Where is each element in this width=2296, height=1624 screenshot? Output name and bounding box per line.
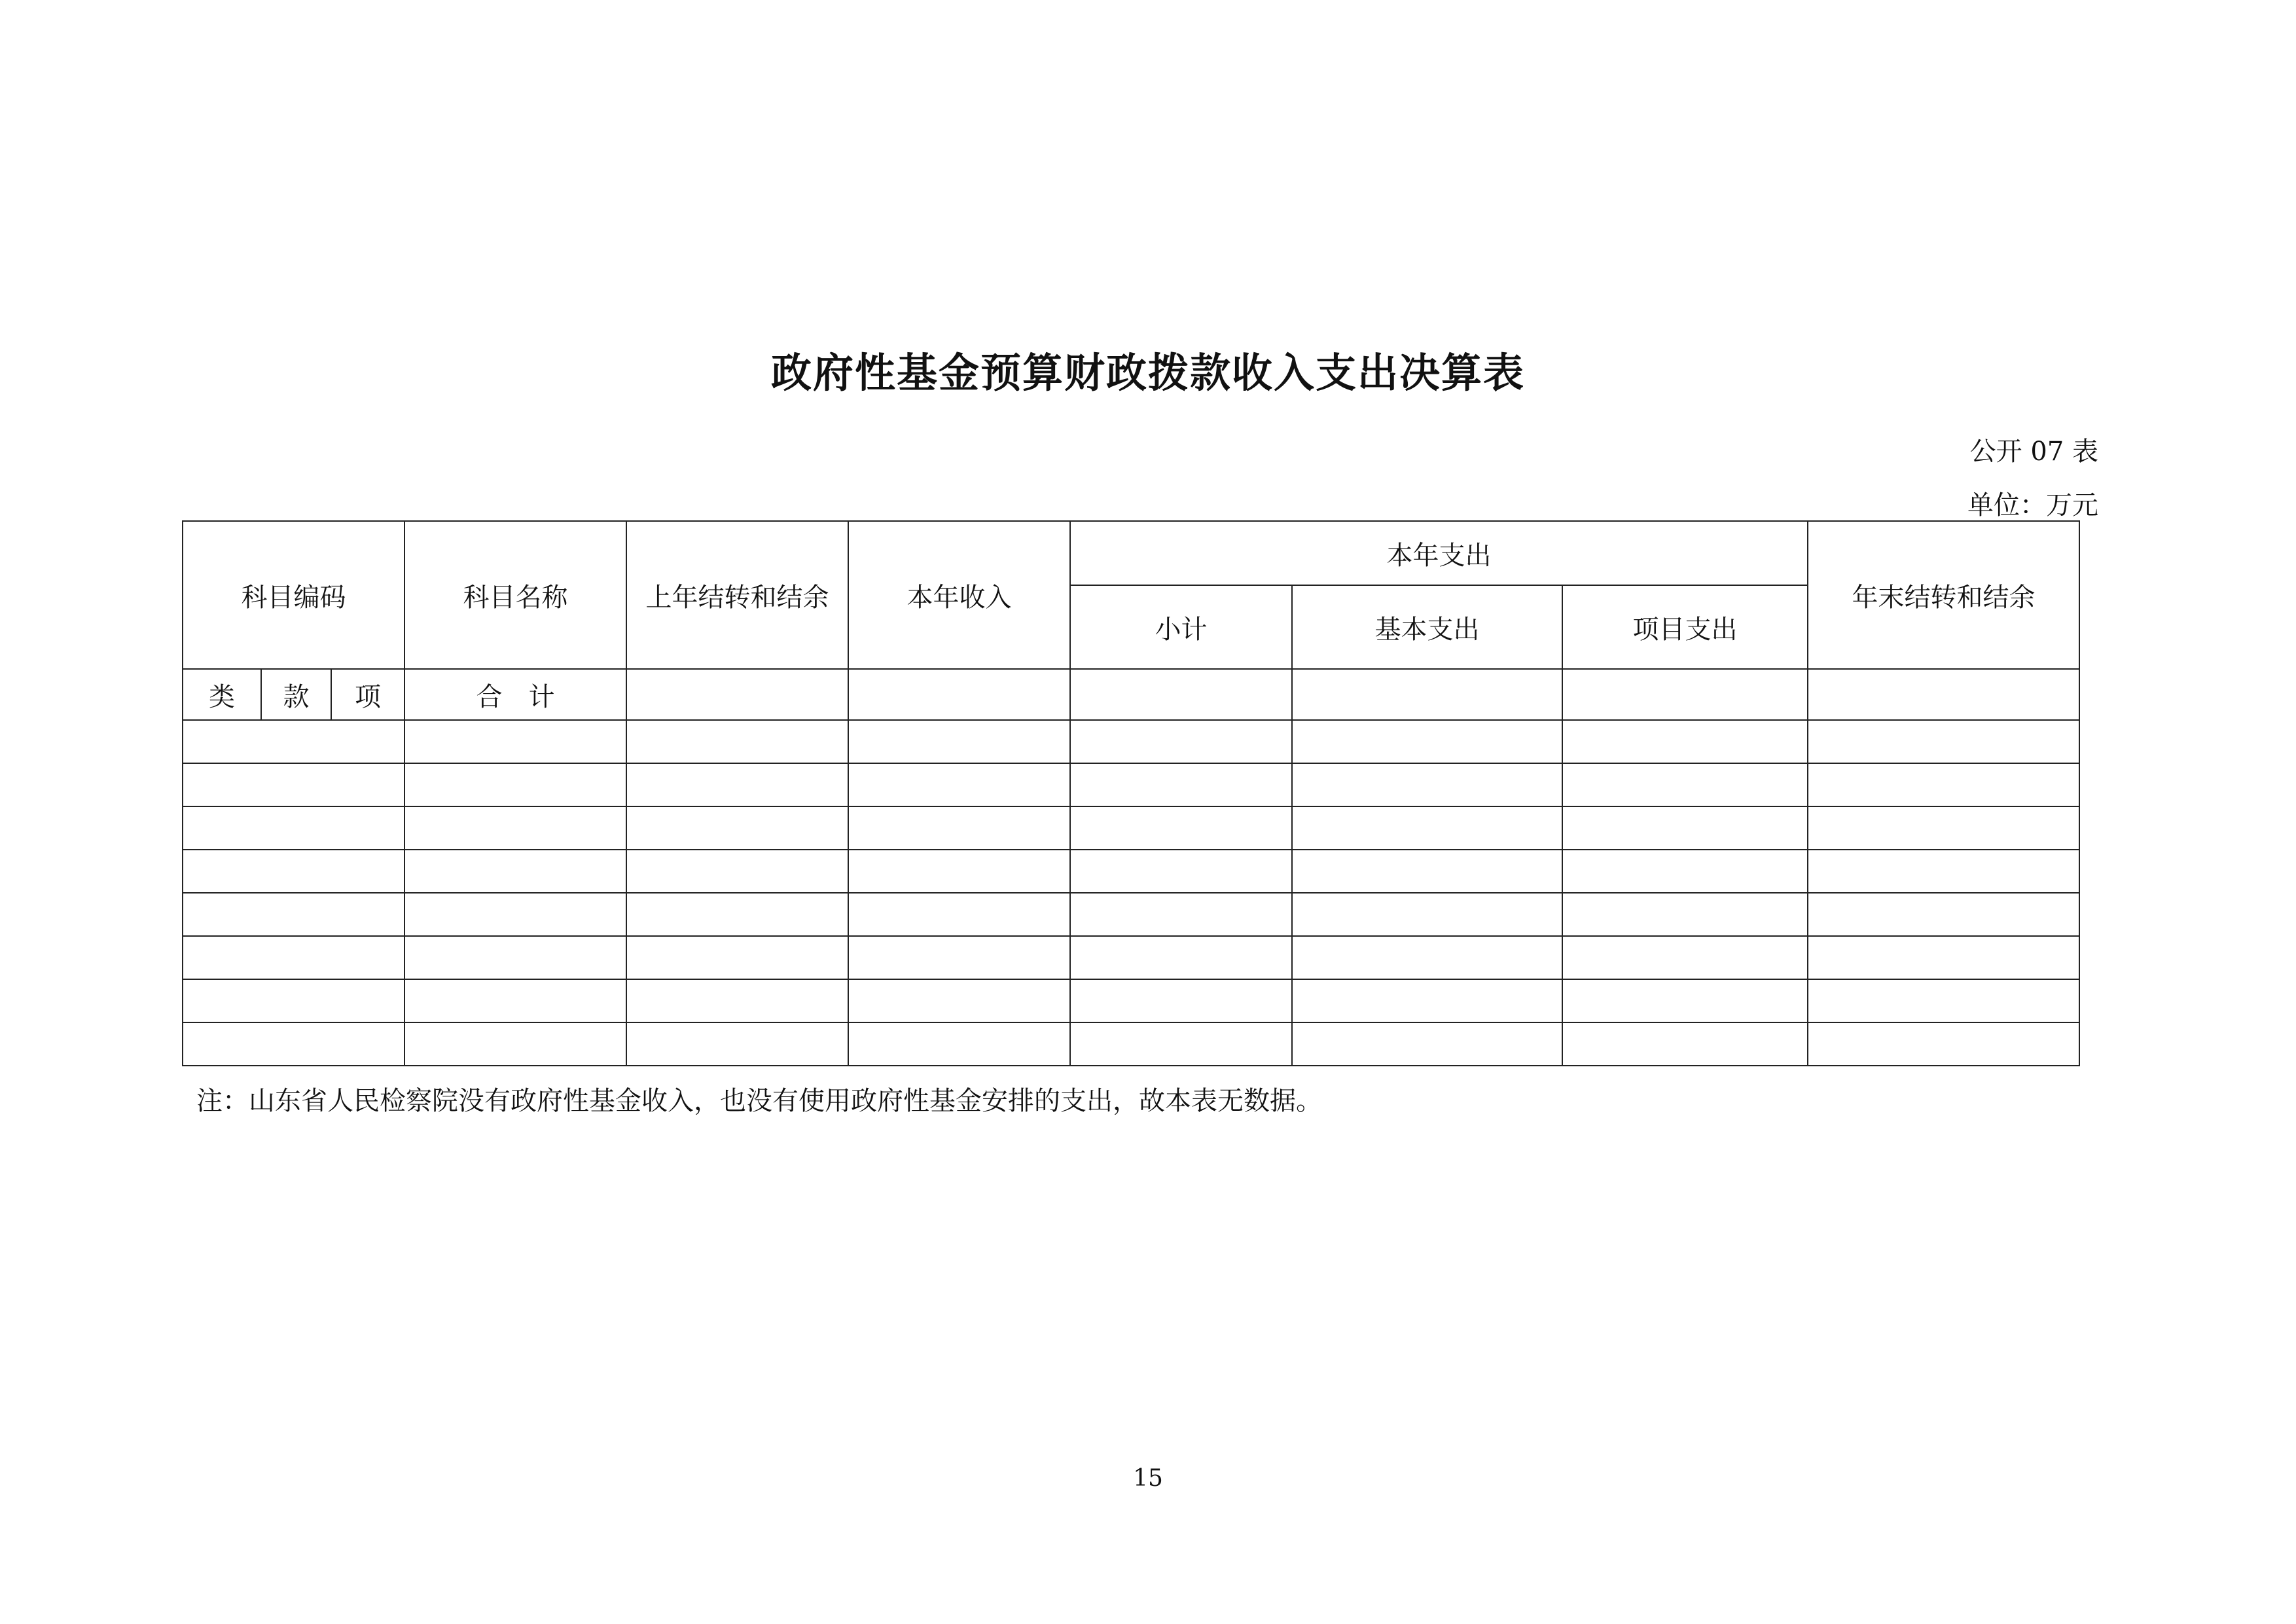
prev-balance-cell (626, 979, 848, 1022)
basic-expense-cell (1292, 763, 1562, 806)
budget-table (182, 520, 2080, 1066)
year-end-balance-cell (1808, 763, 2079, 806)
year-end-balance-cell (1808, 936, 2079, 979)
code-cell (183, 893, 404, 936)
code-cell (183, 806, 404, 850)
page-number: 15 (1133, 1465, 1163, 1492)
basic-expense-cell (1292, 806, 1562, 850)
header-subject-code: 科目编码 (183, 521, 404, 669)
subtotal-cell (1070, 1022, 1292, 1066)
code-cell (183, 850, 404, 893)
name-cell (404, 720, 626, 763)
name-cell (404, 1022, 626, 1066)
basic-expense-cell (1292, 893, 1562, 936)
year-end-balance-cell (1808, 850, 2079, 893)
income-cell (848, 763, 1070, 806)
code-cell (183, 720, 404, 763)
name-cell (404, 936, 626, 979)
total-cell (626, 669, 848, 720)
header-basic-expense: 基本支出 (1292, 585, 1562, 669)
code-cell (183, 1022, 404, 1066)
subtotal-cell (1070, 979, 1292, 1022)
year-end-balance-cell (1808, 720, 2079, 763)
year-end-balance-cell (1808, 979, 2079, 1022)
code-cell (183, 763, 404, 806)
table-row (183, 936, 2079, 979)
footnote: 注：山东省人民检察院没有政府性基金收入，也没有使用政府性基金安排的支出，故本表无数据。 (196, 1086, 1322, 1116)
year-end-balance-cell (1808, 893, 2079, 936)
subheader-category: 类 (183, 669, 261, 720)
subtotal-cell (1070, 720, 1292, 763)
unit-label: 单位：万元 (1967, 490, 2098, 520)
name-cell (404, 806, 626, 850)
project-expense-cell (1562, 893, 1808, 936)
project-expense-cell (1562, 979, 1808, 1022)
subtotal-cell (1070, 850, 1292, 893)
total-cell (1562, 669, 1808, 720)
total-cell (1292, 669, 1562, 720)
header-current-income: 本年收入 (848, 521, 1070, 669)
page-title: 政府性基金预算财政拨款收入支出决算表 (770, 349, 1525, 397)
year-end-balance-cell (1808, 1022, 2079, 1066)
table-row (183, 893, 2079, 936)
subheader-total: 合 计 (404, 669, 626, 720)
project-expense-cell (1562, 806, 1808, 850)
prev-balance-cell (626, 763, 848, 806)
subtotal-cell (1070, 763, 1292, 806)
prev-balance-cell (626, 893, 848, 936)
header-year-end-balance: 年末结转和结余 (1808, 521, 2079, 669)
subheader-item: 项 (331, 669, 404, 720)
total-cell (848, 669, 1070, 720)
table-row (183, 763, 2079, 806)
total-cell (1070, 669, 1292, 720)
income-cell (848, 979, 1070, 1022)
project-expense-cell (1562, 720, 1808, 763)
table-row (183, 850, 2079, 893)
basic-expense-cell (1292, 1022, 1562, 1066)
header-current-expense: 本年支出 (1070, 521, 1808, 585)
project-expense-cell (1562, 763, 1808, 806)
prev-balance-cell (626, 806, 848, 850)
name-cell (404, 979, 626, 1022)
code-cell (183, 936, 404, 979)
prev-balance-cell (626, 850, 848, 893)
name-cell (404, 893, 626, 936)
income-cell (848, 893, 1070, 936)
project-expense-cell (1562, 1022, 1808, 1066)
income-cell (848, 720, 1070, 763)
basic-expense-cell (1292, 979, 1562, 1022)
header-subtotal: 小计 (1070, 585, 1292, 669)
project-expense-cell (1562, 936, 1808, 979)
table-row (183, 720, 2079, 763)
prev-balance-cell (626, 720, 848, 763)
basic-expense-cell (1292, 936, 1562, 979)
header-project-expense: 项目支出 (1562, 585, 1808, 669)
income-cell (848, 1022, 1070, 1066)
budget-table-container (182, 520, 2079, 1066)
table-row (183, 979, 2079, 1022)
prev-balance-cell (626, 936, 848, 979)
code-cell (183, 979, 404, 1022)
subtotal-cell (1070, 936, 1292, 979)
prev-balance-cell (626, 1022, 848, 1066)
subheader-section: 款 (261, 669, 331, 720)
header-subject-name: 科目名称 (404, 521, 626, 669)
income-cell (848, 850, 1070, 893)
form-code: 公开 07 表 (1969, 437, 2098, 467)
name-cell (404, 850, 626, 893)
income-cell (848, 806, 1070, 850)
table-row (183, 806, 2079, 850)
header-prev-balance: 上年结转和结余 (626, 521, 848, 669)
income-cell (848, 936, 1070, 979)
subtotal-cell (1070, 806, 1292, 850)
total-cell (1808, 669, 2079, 720)
basic-expense-cell (1292, 720, 1562, 763)
name-cell (404, 763, 626, 806)
year-end-balance-cell (1808, 806, 2079, 850)
basic-expense-cell (1292, 850, 1562, 893)
project-expense-cell (1562, 850, 1808, 893)
subtotal-cell (1070, 893, 1292, 936)
table-row (183, 1022, 2079, 1066)
